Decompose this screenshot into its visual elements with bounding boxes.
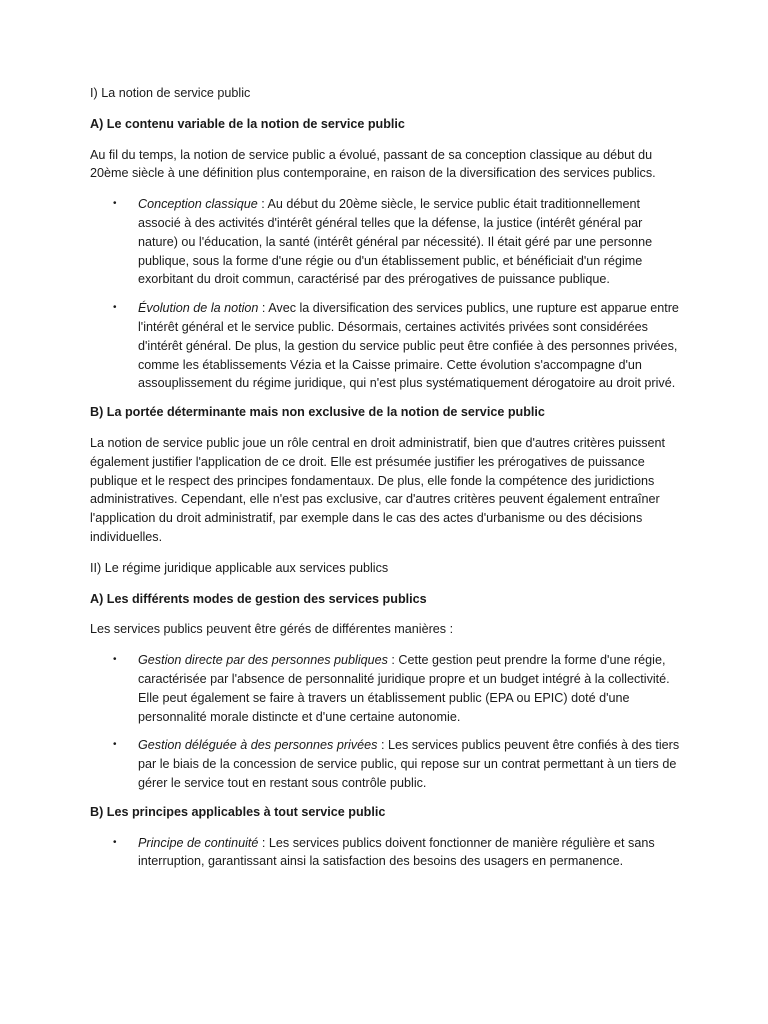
bullet-icon: • <box>113 836 117 848</box>
list-item-term: Gestion déléguée à des personnes privées <box>138 738 378 753</box>
section-2b-list <box>90 834 680 872</box>
list-item-term: Principe de continuité <box>138 835 259 850</box>
section-2a-heading: A) Les différents modes de gestion des services publics <box>90 591 427 606</box>
bullet-icon: • <box>113 654 117 666</box>
bullet-icon: • <box>113 739 117 751</box>
section-1b-body: La notion de service public joue un rôle central en droit administratif, bien que d'autres critères puissent également justifier l'application de ce droit. Elle est présumée justifier les prérogatives de puissance publique et le respect des principes fondamentaux. De plus, elle fonde la compétence des juridictions administratives. Cependant, elle n'est pas exclusive, car d'autres critères peuvent également entraîner l'application du droit administratif, par exemple dans le cas des actes d'urbanisme ou des décisions individuelles. <box>90 435 666 544</box>
section-1b-heading: B) La portée déterminante mais non exclusive de la notion de service public <box>90 405 545 420</box>
part-2-title: II) Le régime juridique applicable aux services publics <box>90 560 389 575</box>
list-item-term: Conception classique <box>138 197 258 212</box>
list-item-text: : Au début du 20ème siècle, le service public était traditionnellement associé à des activités d'intérêt général telles que la défense, la justice (intérêt général par nature) ou l'éducation, la santé (intérêt général par nécessité). Il était géré par une personne publique, sous la forme d'une régie ou d'un établissement public, et bénéficiait d'un régime exorbitant du droit commun, caractérisé par des prérogatives de puissance publique. <box>138 197 653 287</box>
part-1-title: I) La notion de service public <box>90 86 251 100</box>
section-2b-heading: B) Les principes applicables à tout service public <box>90 804 386 819</box>
section-1a-heading: A) Le contenu variable de la notion de service public <box>90 116 405 131</box>
list-item-term: Évolution de la notion <box>138 301 259 316</box>
document-body <box>90 84 680 881</box>
section-1a-intro: Au fil du temps, la notion de service public a évolué, passant de sa conception classique au début du 20ème siècle à une définition plus contemporaine, en raison de la diversification des services publics. <box>90 147 656 181</box>
list-item <box>113 834 680 872</box>
list-item-text: : Les services publics peuvent être confiés à des tiers par le biais de la concession de service public, qui repose sur un contrat permettant à un tiers de gérer le service tout en restant sous contrôle public. <box>138 738 680 790</box>
bullet-icon: • <box>113 302 117 314</box>
list-item <box>113 736 680 792</box>
list-item-text: : Les services publics doivent fonctionner de manière régulière et sans interruption, garantissant ainsi la satisfaction des besoins des usagers en permanence. <box>138 835 655 869</box>
list-item <box>113 299 680 393</box>
list-item-text: : Avec la diversification des services publics, une rupture est apparue entre l'intérêt général et le service public. Désormais, certaines activités privées sont considérées d'intérêt général. De plus, la gestion du service public peut être confiée à des personnes privées, comme les établissements Vézia et la Caisse primaire. Cette évolution s'accompagne d'un assouplissement du régime juridique, qui n'est plus systématiquement dérogatoire au droit privé. <box>138 301 679 391</box>
bullet-icon: • <box>113 198 117 210</box>
section-2a-list <box>90 651 680 793</box>
section-1a-list <box>90 195 680 393</box>
section-2a-intro: Les services publics peuvent être gérés de différentes manières : <box>90 622 454 637</box>
list-item-term: Gestion directe par des personnes publiques <box>138 653 388 668</box>
list-item-text: : Cette gestion peut prendre la forme d'une régie, caractérisée par l'absence de personnalité juridique propre et un budget intégré à la collectivité. Elle peut également se faire à travers un établissement public (EPA ou EPIC) doté d'une personnalité morale distincte et d'une certaine autonomie. <box>138 653 670 724</box>
list-item <box>113 195 680 289</box>
list-item <box>113 651 680 726</box>
